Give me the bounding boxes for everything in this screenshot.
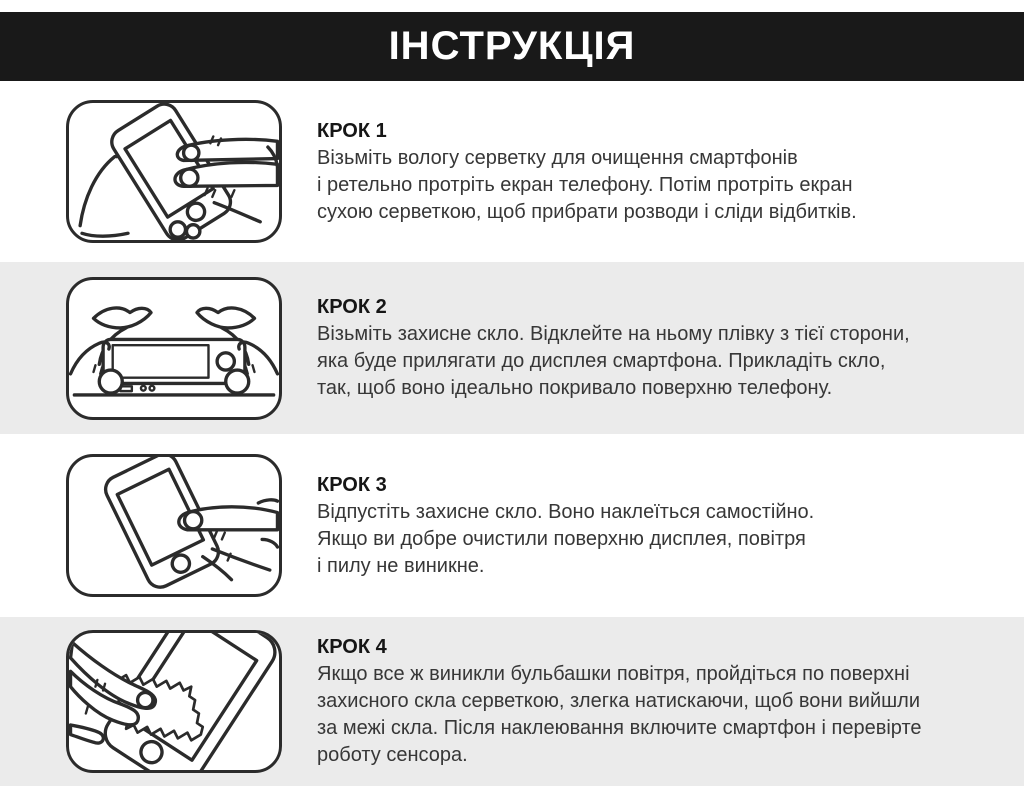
step1-line: Візьміть вологу серветку для очищення смартфонів — [317, 146, 798, 169]
step1-title: КРОК 1 — [317, 119, 387, 142]
step4-illustration-box — [66, 630, 282, 773]
step4-line: захисного скла серветкою, злегка натискаючи, щоб вони вийшли — [317, 690, 921, 712]
step2-copy — [317, 294, 910, 402]
step2-peel-film-icon — [69, 280, 279, 417]
header-bar — [0, 12, 1024, 81]
step-row-2 — [0, 262, 1024, 434]
step-row-4 — [0, 617, 1024, 786]
top-margin-strip — [0, 0, 1024, 12]
step1-line: і ретельно протріть екран телефону. Потім протріть екран — [317, 173, 853, 196]
step2-line: так, щоб воно ідеально покривало поверхню телефону. — [317, 377, 833, 399]
step4-line: за межі скла. Після наклеювання включите смартфон і перевірте — [317, 717, 922, 739]
step2-line: Візьміть захисне скло. Відклейте на ньому плівку з тієї сторони, — [317, 323, 910, 345]
page-title: ІНСТРУКЦІЯ — [388, 24, 636, 68]
step4-line: роботу сенсора. — [317, 744, 468, 766]
step1-line: сухою серветкою, щоб прибрати розводи і сліди відбитків. — [317, 200, 857, 223]
step2-line: яка буде прилягати до дисплея смартфона. Прикладіть скло, — [317, 350, 886, 372]
step3-line: Відпустіть захисне скло. Воно наклеїться самостійно. — [317, 500, 815, 523]
step1-illustration-box — [66, 100, 282, 243]
step2-illustration-box — [66, 277, 282, 420]
step3-title: КРОК 3 — [317, 473, 387, 496]
step-row-1 — [0, 81, 1024, 262]
step1-wipe-phone-icon — [69, 103, 279, 240]
step3-copy — [317, 472, 814, 580]
step4-copy — [317, 634, 922, 769]
step3-illustration-box — [66, 454, 282, 597]
step1-copy — [317, 118, 857, 226]
step2-title: КРОК 2 — [317, 296, 387, 318]
bottom-margin-strip — [0, 786, 1024, 800]
step-row-3 — [0, 434, 1024, 617]
step4-smooth-bubbles-icon — [69, 633, 279, 770]
step4-title: КРОК 4 — [317, 636, 387, 658]
step3-line: Якщо ви добре очистили поверхню дисплея, повітря — [317, 527, 806, 550]
step3-line: і пилу не виникне. — [317, 554, 485, 577]
step3-release-glass-icon — [69, 457, 279, 594]
step4-line: Якщо все ж виникли бульбашки повітря, пройдіться по поверхні — [317, 663, 910, 685]
